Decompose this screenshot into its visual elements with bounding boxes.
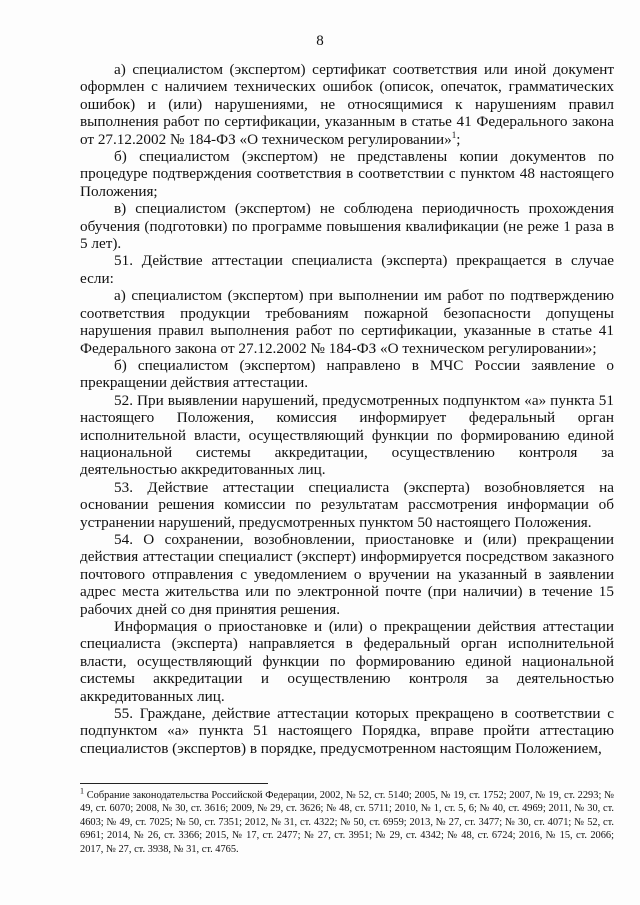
footnote-marker: 1 bbox=[80, 786, 84, 796]
paragraph-b-copies: б) специалистом (экспертом) не представлены копии документов по процедуре подтверждения соответствия в соответствии с пунктом 48 настоящего Положения; bbox=[80, 148, 614, 200]
footnote-text: Собрание законодательства Российской Федерации, 2002, № 52, ст. 5140; 2005, № 19, ст. 1752; 2007, № 19, ст. 2293; № 49, ст. 6070; 2008, № 30, ст. 3616; 2009, № 29, ст. 3626; № 48, ст. 5711; 2010, № 1, ст. 5, 6; № 40, ст. 4969; 2011, № 30, ст. 4603; № 49, ст. 7025; № 50, ст. 7351; 2012, № 31, ст. 4322; № 50, ст. 6959; 2013, № 27, ст. 3477; № 30, ст. 4071; № 52, ст. 6961; 2014, № 26, ст. 3366; 2015, № 17, ст. 2477; № 27, ст. 3951; № 29, ст. 4342; № 48, ст. 6724; 2016, № 15, ст. 2066; 2017, № 27, ст. 3938, № 31, ст. 4765. bbox=[80, 790, 614, 855]
footnote-ref: 1 bbox=[451, 129, 457, 140]
page-number: 8 bbox=[316, 33, 324, 49]
paragraph-v-training: в) специалистом (экспертом) не соблюдена периодичность прохождения обучения (подготовки) по программе повышения квалификации (не реже 1 раза в 5 лет). bbox=[80, 200, 614, 253]
paragraph-52: 52. При выявлении нарушений, предусмотренных подпунктом «а» пункта 51 настоящего Положения, комиссия информирует федеральный орган исполнительной власти, осуществляющий функции по формированию единой национальной системы аккредитации, осуществлению контроля за деятельностью аккредитованных лиц. bbox=[80, 391, 614, 479]
paragraph-55: 55. Граждане, действие аттестации которых прекращено в соответствии с подпунктом «а» пункта 51 настоящего Порядка, вправе пройти аттестацию специалистов (экспертов) в порядке, предусмотренном настоящим Положением, bbox=[80, 705, 614, 757]
paragraph-54-info: Информация о приостановке и (или) о прекращении действия аттестации специалиста (эксперта) направляется в федеральный орган исполнительной власти, осуществляющий функции по формированию единой национальной системы аккредитации и осуществлению контроля за деятельностью аккредитованных лиц. bbox=[80, 618, 614, 705]
footnote bbox=[80, 786, 614, 856]
document-body bbox=[80, 61, 614, 757]
paragraph-a-errors: а) специалистом (экспертом) сертификат соответствия или иной документ оформлен с наличием технических ошибок (описок, опечаток, грамматических ошибок) и (или) нарушениями, не относящимися к нарушениям правил выполнения работ по сертификации, указанным в статье 41 Федерального закона от 27.12.2002 № 184-ФЗ «О техническом регулировании»$^1$; bbox=[80, 61, 614, 148]
footnote-divider bbox=[80, 783, 268, 784]
paragraph-53: 53. Действие аттестации специалиста (эксперта) возобновляется на основании решения комиссии по результатам рассмотрения информации об устранении нарушений, предусмотренных пунктом 50 настоящего Положения. bbox=[80, 478, 614, 531]
paragraph-51: 51. Действие аттестации специалиста (эксперта) прекращается в случае если: bbox=[80, 252, 614, 287]
paragraph-54: 54. О сохранении, возобновлении, приостановке и (или) прекращении действия аттестации специалист (эксперт) информируется посредством заказного почтового отправления с уведомлением о вручении на указанный в заявлении адрес места жительства или по электронной почте (при наличии) в течение 15 рабочих дней со дня принятия решения. bbox=[80, 530, 614, 618]
paragraph-51-b: б) специалистом (экспертом) направлено в МЧС России заявление о прекращении действия аттестации. bbox=[80, 356, 614, 392]
paragraph-51-a: а) специалистом (экспертом) при выполнении им работ по подтверждению соответствия продукции требованиям пожарной безопасности допущены нарушения правил выполнения работ по сертификации, указанные в статье 41 Федерального закона от 27.12.2002 № 184-ФЗ «О техническом регулировании»; bbox=[80, 287, 614, 357]
